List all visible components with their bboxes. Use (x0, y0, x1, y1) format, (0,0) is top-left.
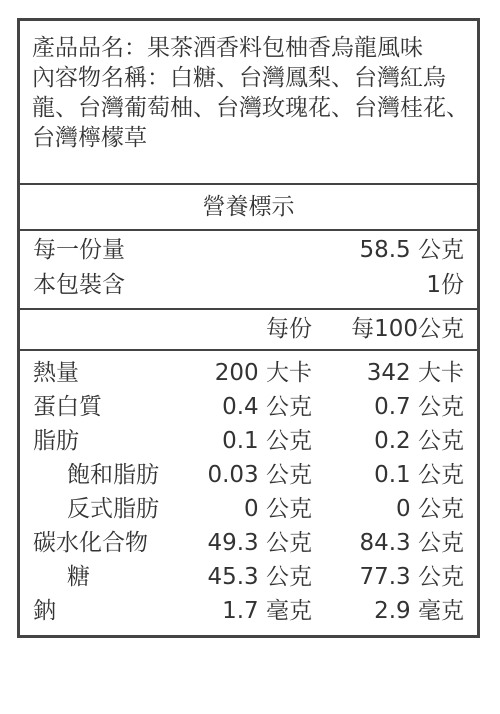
divider (20, 183, 477, 185)
nutrient-name: 鈉 (33, 598, 56, 624)
nutrient-per-100g: 77.3 公克 (359, 564, 464, 590)
nutrient-per-100g: 84.3 公克 (359, 530, 464, 556)
serving-size-value: 58.5 公克 (359, 237, 464, 263)
nutrient-name: 反式脂肪 (67, 496, 159, 522)
nutrient-name: 糖 (67, 564, 90, 590)
nutrition-label (17, 18, 480, 638)
ingredients-line: 內容物名稱：白糖、台灣鳳梨、台灣紅烏 (32, 65, 446, 91)
nutrient-per-100g: 0.2 公克 (374, 428, 464, 454)
nutrient-name: 脂肪 (33, 428, 79, 454)
nutrient-name: 熱量 (33, 360, 79, 386)
nutrient-per-serving: 0.1 公克 (222, 428, 312, 454)
nutrient-per-serving: 1.7 毫克 (222, 598, 312, 624)
nutrient-per-100g: 0.1 公克 (374, 462, 464, 488)
nutrient-per-serving: 49.3 公克 (207, 530, 312, 556)
column-header-per-serving: 每份 (266, 316, 312, 342)
nutrient-per-100g: 0.7 公克 (374, 394, 464, 420)
column-header-per-100g: 每100公克 (351, 316, 464, 342)
nutrient-name: 蛋白質 (33, 394, 102, 420)
ingredients-line: 龍、台灣葡萄柚、台灣玫瑰花、台灣桂花、 (32, 95, 469, 121)
nutrient-per-serving: 45.3 公克 (207, 564, 312, 590)
nutrition-title: 營養標示 (202, 194, 295, 220)
servings-per-package-value: 1份 (426, 272, 464, 298)
serving-size-label: 每一份量 (33, 237, 125, 263)
nutrient-per-serving: 0.4 公克 (222, 394, 312, 420)
product-name-line: 產品品名：果茶酒香料包柚香烏龍風味 (32, 35, 423, 61)
nutrient-per-100g: 0 公克 (396, 496, 464, 522)
nutrient-per-serving: 0.03 公克 (207, 462, 312, 488)
nutrient-per-serving: 0 公克 (244, 496, 312, 522)
servings-per-package-label: 本包裝含 (33, 272, 125, 298)
divider (20, 308, 477, 310)
product-info (32, 33, 469, 153)
ingredients-line: 台灣檸檬草 (32, 125, 147, 151)
nutrient-name: 飽和脂肪 (67, 462, 159, 488)
nutrient-per-100g: 342 大卡 (366, 360, 464, 386)
nutrient-name: 碳水化合物 (33, 530, 148, 556)
nutrient-per-100g: 2.9 毫克 (374, 598, 464, 624)
nutrient-per-serving: 200 大卡 (214, 360, 312, 386)
divider (20, 229, 477, 231)
divider (20, 349, 477, 351)
